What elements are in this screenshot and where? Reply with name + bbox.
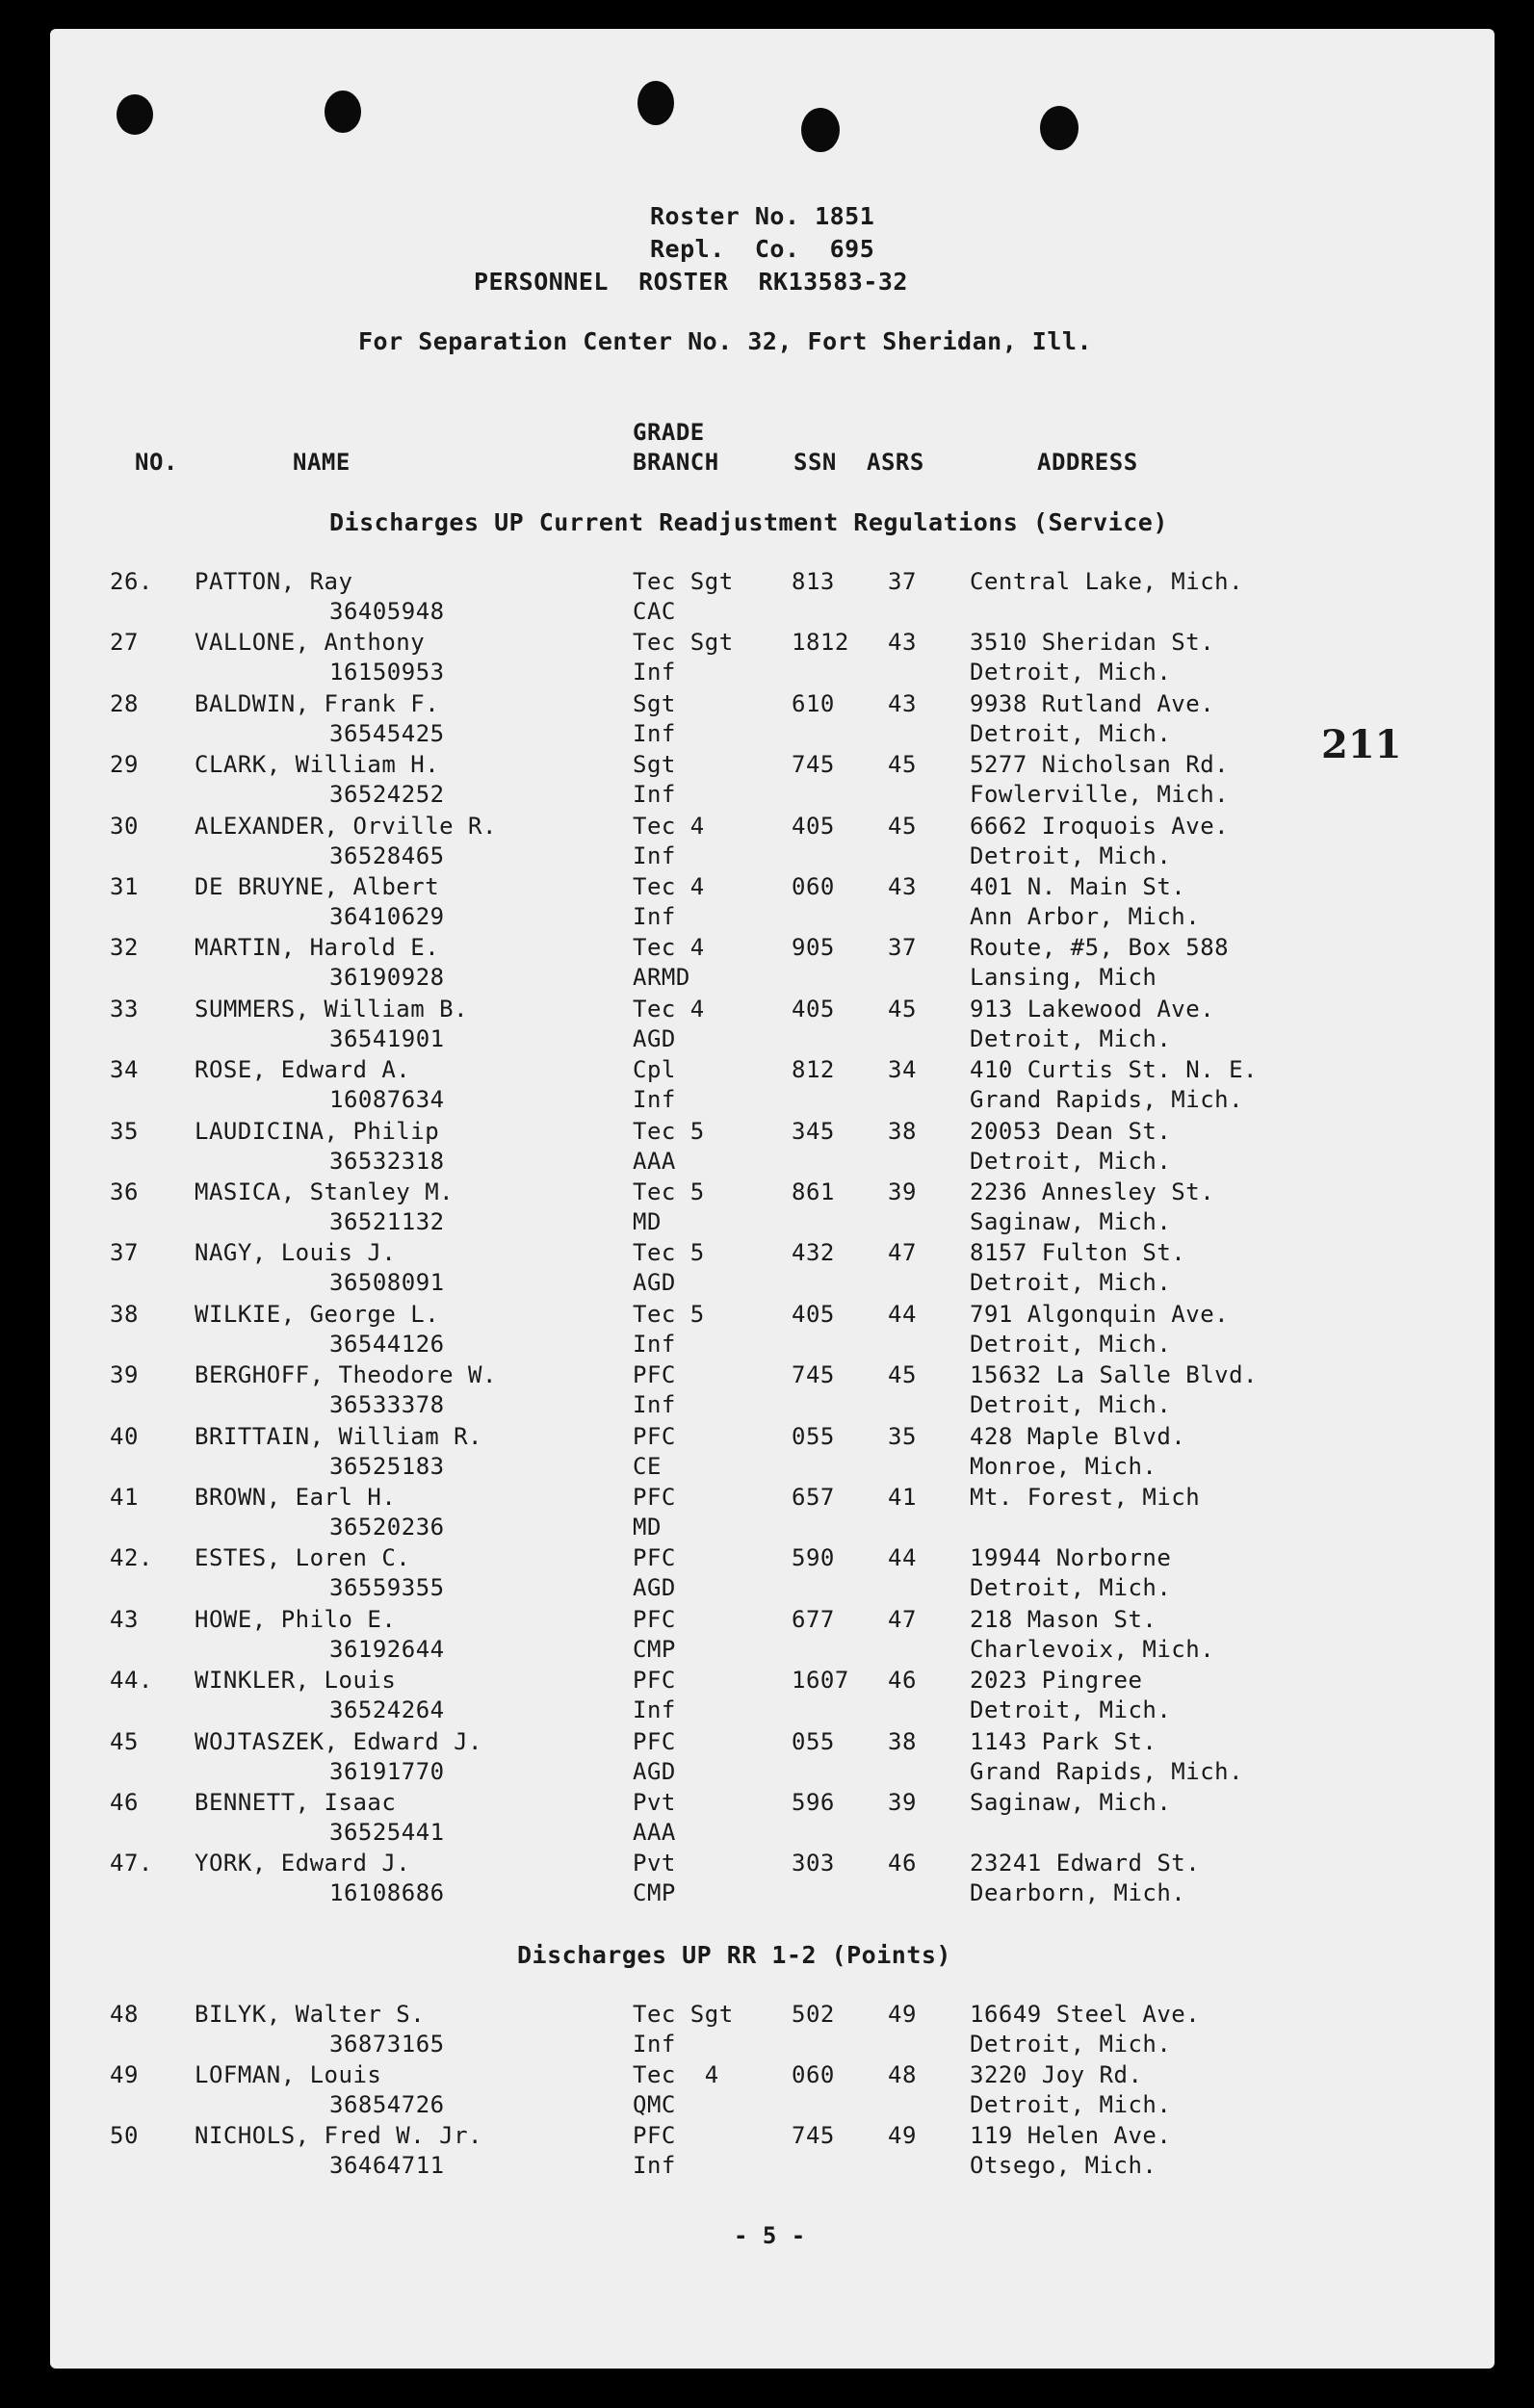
ssn: 745: [792, 751, 835, 779]
row-number: 34: [110, 1056, 139, 1084]
row-number: 31: [110, 873, 139, 900]
branch: Inf: [633, 781, 676, 809]
asrs: 34: [888, 1056, 917, 1084]
address-line: 3220 Joy Rd.: [970, 2061, 1143, 2088]
asrs: 38: [888, 1727, 917, 1755]
row-number: 37: [110, 1239, 139, 1267]
address-line: Detroit, Mich.: [970, 719, 1172, 747]
grade: Tec 5: [633, 1300, 705, 1328]
table-row: [50, 934, 1495, 994]
ssn: 405: [792, 995, 835, 1023]
asrs: 35: [888, 1422, 917, 1450]
column-header-asrs: ASRS: [867, 449, 924, 476]
punch-hole: [637, 81, 674, 125]
address-line: Detroit, Mich.: [970, 2031, 1172, 2058]
grade: Tec Sgt: [633, 2001, 734, 2028]
asrs: 49: [888, 2001, 917, 2028]
table-row: [50, 690, 1495, 750]
table-row: [50, 1484, 1495, 1543]
address-line: Central Lake, Mich.: [970, 568, 1244, 595]
branch: AAA: [633, 1147, 676, 1175]
grade: PFC: [633, 1605, 676, 1633]
table-row: [50, 1301, 1495, 1360]
soldier-name: BILYK, Walter S.: [195, 2001, 426, 2028]
asrs: 49: [888, 2122, 917, 2149]
soldier-name: LAUDICINA, Philip: [195, 1117, 440, 1145]
table-row: [50, 1789, 1495, 1849]
asrs: 48: [888, 2061, 917, 2088]
soldier-name: SUMMERS, William B.: [195, 995, 469, 1023]
address-line: 791 Algonquin Ave.: [970, 1300, 1230, 1328]
ssn: 060: [792, 873, 835, 900]
serial-number: 36190928: [329, 964, 445, 992]
asrs: 44: [888, 1544, 917, 1572]
serial-number: 36545425: [329, 719, 445, 747]
address-line: Detroit, Mich.: [970, 1330, 1172, 1358]
asrs: 43: [888, 689, 917, 717]
table-row: [50, 1850, 1495, 1909]
ssn: 502: [792, 2001, 835, 2028]
address-line: 20053 Dean St.: [970, 1117, 1172, 1145]
ssn: 432: [792, 1239, 835, 1267]
address-line: Dearborn, Mich.: [970, 1879, 1186, 1907]
serial-number: 36525441: [329, 1819, 445, 1846]
soldier-name: ESTES, Loren C.: [195, 1544, 411, 1572]
grade: Tec 4: [633, 995, 705, 1023]
branch: CE: [633, 1452, 662, 1480]
ssn: 861: [792, 1178, 835, 1205]
soldier-name: WOJTASZEK, Edward J.: [195, 1727, 482, 1755]
grade: Pvt: [633, 1850, 676, 1877]
soldier-name: BRITTAIN, William R.: [195, 1422, 482, 1450]
table-row: [50, 996, 1495, 1055]
asrs: 45: [888, 812, 917, 840]
table-row: [50, 1056, 1495, 1116]
serial-number: 36524264: [329, 1696, 445, 1724]
soldier-name: YORK, Edward J.: [195, 1850, 411, 1877]
table-row: [50, 2122, 1495, 2182]
asrs: 39: [888, 1789, 917, 1816]
table-row: [50, 813, 1495, 872]
page-number: - 5 -: [734, 2222, 806, 2249]
grade: Tec Sgt: [633, 629, 734, 657]
branch: AGD: [633, 1574, 676, 1602]
branch: Inf: [633, 1086, 676, 1114]
table-row: [50, 568, 1495, 628]
ssn: 610: [792, 689, 835, 717]
row-number: 50: [110, 2122, 139, 2149]
soldier-name: MASICA, Stanley M.: [195, 1178, 455, 1205]
punch-hole: [325, 91, 361, 133]
address-line: Detroit, Mich.: [970, 1696, 1172, 1724]
table-row: [50, 1728, 1495, 1788]
serial-number: 36532318: [329, 1147, 445, 1175]
section-title-points: Discharges UP RR 1-2 (Points): [517, 1941, 951, 1969]
grade: Tec Sgt: [633, 568, 734, 595]
address-line: Route, #5, Box 588: [970, 934, 1230, 962]
branch: CMP: [633, 1635, 676, 1663]
address-line: Detroit, Mich.: [970, 1574, 1172, 1602]
table-row: [50, 751, 1495, 811]
asrs: 41: [888, 1484, 917, 1511]
table-row: [50, 1544, 1495, 1604]
grade: PFC: [633, 1361, 676, 1389]
grade: Tec 5: [633, 1178, 705, 1205]
row-number: 35: [110, 1117, 139, 1145]
row-number: 44.: [110, 1667, 153, 1695]
ssn: 1607: [792, 1667, 849, 1695]
ssn: 345: [792, 1117, 835, 1145]
address-line: 8157 Fulton St.: [970, 1239, 1186, 1267]
address-line: 1143 Park St.: [970, 1727, 1157, 1755]
address-line: Detroit, Mich.: [970, 2091, 1172, 2118]
address-line: 119 Helen Ave.: [970, 2122, 1172, 2149]
row-number: 45: [110, 1727, 139, 1755]
asrs: 37: [888, 568, 917, 595]
table-row: [50, 1239, 1495, 1299]
document-page: [50, 29, 1495, 2369]
row-number: 41: [110, 1484, 139, 1511]
row-number: 32: [110, 934, 139, 962]
table-row: [50, 629, 1495, 688]
address-line: 15632 La Salle Blvd.: [970, 1361, 1258, 1389]
row-number: 28: [110, 689, 139, 717]
table-row: [50, 2061, 1495, 2121]
column-header-address: ADDRESS: [1037, 449, 1138, 476]
ssn: 590: [792, 1544, 835, 1572]
address-line: 5277 Nicholsan Rd.: [970, 751, 1230, 779]
roster-title: PERSONNEL ROSTER RK13583-32: [474, 268, 908, 296]
row-number: 29: [110, 751, 139, 779]
table-row: [50, 1606, 1495, 1666]
address-line: Grand Rapids, Mich.: [970, 1757, 1244, 1785]
row-number: 33: [110, 995, 139, 1023]
branch: Inf: [633, 2031, 676, 2058]
grade: PFC: [633, 1544, 676, 1572]
address-line: 19944 Norborne: [970, 1544, 1172, 1572]
ssn: 303: [792, 1850, 835, 1877]
address-line: Mt. Forest, Mich: [970, 1484, 1201, 1511]
column-header-grade: GRADE: [633, 419, 705, 446]
grade: PFC: [633, 1727, 676, 1755]
ssn: 055: [792, 1422, 835, 1450]
address-line: Detroit, Mich.: [970, 1269, 1172, 1297]
branch: AGD: [633, 1269, 676, 1297]
branch: QMC: [633, 2091, 676, 2118]
serial-number: 36191770: [329, 1757, 445, 1785]
row-number: 27: [110, 629, 139, 657]
branch: AGD: [633, 1757, 676, 1785]
serial-number: 36520236: [329, 1514, 445, 1541]
grade: Tec 4: [633, 934, 705, 962]
grade: Sgt: [633, 689, 676, 717]
branch: MD: [633, 1514, 662, 1541]
address-line: Lansing, Mich: [970, 964, 1157, 992]
branch: AGD: [633, 1024, 676, 1052]
row-number: 30: [110, 812, 139, 840]
soldier-name: HOWE, Philo E.: [195, 1605, 397, 1633]
branch: ARMD: [633, 964, 690, 992]
branch: Inf: [633, 1330, 676, 1358]
ssn: 813: [792, 568, 835, 595]
serial-number: 36405948: [329, 598, 445, 625]
soldier-name: NAGY, Louis J.: [195, 1239, 397, 1267]
ssn: 055: [792, 1727, 835, 1755]
serial-number: 36524252: [329, 781, 445, 809]
address-line: Detroit, Mich.: [970, 1147, 1172, 1175]
asrs: 45: [888, 751, 917, 779]
asrs: 43: [888, 873, 917, 900]
serial-number: 36559355: [329, 1574, 445, 1602]
serial-number: 36541901: [329, 1024, 445, 1052]
ssn: 657: [792, 1484, 835, 1511]
address-line: Saginaw, Mich.: [970, 1789, 1172, 1816]
grade: Sgt: [633, 751, 676, 779]
address-line: 3510 Sheridan St.: [970, 629, 1215, 657]
soldier-name: WILKIE, George L.: [195, 1300, 440, 1328]
soldier-name: DE BRUYNE, Albert: [195, 873, 440, 900]
grade: Tec 5: [633, 1117, 705, 1145]
grade: Tec 4: [633, 2061, 719, 2088]
row-number: 46: [110, 1789, 139, 1816]
address-line: 2023 Pingree: [970, 1667, 1143, 1695]
serial-number: 36528465: [329, 842, 445, 869]
punch-hole: [117, 94, 153, 135]
soldier-name: MARTIN, Harold E.: [195, 934, 440, 962]
page-stamp: 211: [1321, 722, 1402, 767]
asrs: 44: [888, 1300, 917, 1328]
table-row: [50, 1178, 1495, 1238]
address-line: 9938 Rutland Ave.: [970, 689, 1215, 717]
asrs: 38: [888, 1117, 917, 1145]
row-number: 26.: [110, 568, 153, 595]
branch: Inf: [633, 1391, 676, 1419]
branch: Inf: [633, 1696, 676, 1724]
grade: PFC: [633, 1484, 676, 1511]
address-line: 16649 Steel Ave.: [970, 2001, 1201, 2028]
address-line: 2236 Annesley St.: [970, 1178, 1215, 1205]
address-line: 410 Curtis St. N. E.: [970, 1056, 1258, 1084]
address-line: Detroit, Mich.: [970, 842, 1172, 869]
branch: Inf: [633, 2152, 676, 2179]
row-number: 42.: [110, 1544, 153, 1572]
serial-number: 16150953: [329, 659, 445, 686]
asrs: 45: [888, 995, 917, 1023]
address-line: Detroit, Mich.: [970, 1391, 1172, 1419]
branch: AAA: [633, 1819, 676, 1846]
address-line: Charlevoix, Mich.: [970, 1635, 1215, 1663]
grade: PFC: [633, 2122, 676, 2149]
serial-number: 36521132: [329, 1208, 445, 1235]
soldier-name: BENNETT, Isaac: [195, 1789, 397, 1816]
table-row: [50, 1361, 1495, 1421]
table-row: [50, 1423, 1495, 1483]
asrs: 39: [888, 1178, 917, 1205]
address-line: 218 Mason St.: [970, 1605, 1157, 1633]
soldier-name: BROWN, Earl H.: [195, 1484, 397, 1511]
soldier-name: CLARK, William H.: [195, 751, 440, 779]
column-header-name: NAME: [293, 449, 351, 476]
address-line: Otsego, Mich.: [970, 2152, 1157, 2179]
address-line: 401 N. Main St.: [970, 873, 1186, 900]
asrs: 46: [888, 1850, 917, 1877]
column-header-ssn: SSN: [793, 449, 837, 476]
soldier-name: LOFMAN, Louis: [195, 2061, 382, 2088]
serial-number: 36544126: [329, 1330, 445, 1358]
ssn: 745: [792, 1361, 835, 1389]
asrs: 46: [888, 1667, 917, 1695]
ssn: 905: [792, 934, 835, 962]
row-number: 48: [110, 2001, 139, 2028]
branch: Inf: [633, 719, 676, 747]
grade: Cpl: [633, 1056, 676, 1084]
serial-number: 36410629: [329, 903, 445, 930]
serial-number: 16108686: [329, 1879, 445, 1907]
soldier-name: NICHOLS, Fred W. Jr.: [195, 2122, 482, 2149]
section-title-service: Discharges UP Current Readjustment Regulations (Service): [329, 508, 1168, 536]
row-number: 47.: [110, 1850, 153, 1877]
address-line: Detroit, Mich.: [970, 1024, 1172, 1052]
ssn: 060: [792, 2061, 835, 2088]
asrs: 47: [888, 1605, 917, 1633]
address-line: 23241 Edward St.: [970, 1850, 1201, 1877]
ssn: 405: [792, 812, 835, 840]
address-line: 913 Lakewood Ave.: [970, 995, 1215, 1023]
soldier-name: BALDWIN, Frank F.: [195, 689, 440, 717]
serial-number: 36192644: [329, 1635, 445, 1663]
address-line: Detroit, Mich.: [970, 659, 1172, 686]
serial-number: 36854726: [329, 2091, 445, 2118]
soldier-name: PATTON, Ray: [195, 568, 353, 595]
branch: Inf: [633, 659, 676, 686]
branch: Inf: [633, 842, 676, 869]
serial-number: 36873165: [329, 2031, 445, 2058]
address-line: 428 Maple Blvd.: [970, 1422, 1186, 1450]
column-header-branch: BRANCH: [633, 449, 719, 476]
ssn: 812: [792, 1056, 835, 1084]
row-number: 36: [110, 1178, 139, 1205]
address-line: Monroe, Mich.: [970, 1452, 1157, 1480]
soldier-name: ROSE, Edward A.: [195, 1056, 411, 1084]
table-row: [50, 1118, 1495, 1178]
grade: Tec 5: [633, 1239, 705, 1267]
branch: MD: [633, 1208, 662, 1235]
table-row: [50, 1667, 1495, 1726]
row-number: 49: [110, 2061, 139, 2088]
grade: PFC: [633, 1667, 676, 1695]
soldier-name: ALEXANDER, Orville R.: [195, 812, 497, 840]
address-line: Fowlerville, Mich.: [970, 781, 1230, 809]
serial-number: 36508091: [329, 1269, 445, 1297]
replacement-company: Repl. Co. 695: [650, 235, 875, 263]
ssn: 677: [792, 1605, 835, 1633]
asrs: 43: [888, 629, 917, 657]
roster-number: Roster No. 1851: [650, 202, 875, 230]
asrs: 37: [888, 934, 917, 962]
grade: Pvt: [633, 1789, 676, 1816]
address-line: 6662 Iroquois Ave.: [970, 812, 1230, 840]
serial-number: 36533378: [329, 1391, 445, 1419]
grade: Tec 4: [633, 873, 705, 900]
table-row: [50, 2001, 1495, 2060]
column-header-no: NO.: [135, 449, 178, 476]
grade: PFC: [633, 1422, 676, 1450]
ssn: 596: [792, 1789, 835, 1816]
soldier-name: BERGHOFF, Theodore W.: [195, 1361, 497, 1389]
ssn: 1812: [792, 629, 849, 657]
ssn: 745: [792, 2122, 835, 2149]
serial-number: 16087634: [329, 1086, 445, 1114]
table-row: [50, 873, 1495, 933]
row-number: 43: [110, 1605, 139, 1633]
branch: CAC: [633, 598, 676, 625]
punch-hole: [1040, 106, 1079, 150]
row-number: 38: [110, 1300, 139, 1328]
row-number: 40: [110, 1422, 139, 1450]
branch: CMP: [633, 1879, 676, 1907]
soldier-name: VALLONE, Anthony: [195, 629, 426, 657]
row-number: 39: [110, 1361, 139, 1389]
branch: Inf: [633, 903, 676, 930]
asrs: 45: [888, 1361, 917, 1389]
asrs: 47: [888, 1239, 917, 1267]
ssn: 405: [792, 1300, 835, 1328]
address-line: Grand Rapids, Mich.: [970, 1086, 1244, 1114]
punch-hole: [801, 108, 840, 152]
serial-number: 36525183: [329, 1452, 445, 1480]
soldier-name: WINKLER, Louis: [195, 1667, 397, 1695]
grade: Tec 4: [633, 812, 705, 840]
address-line: Ann Arbor, Mich.: [970, 903, 1201, 930]
roster-subtitle: For Separation Center No. 32, Fort Sheridan, Ill.: [358, 327, 1093, 355]
serial-number: 36464711: [329, 2152, 445, 2179]
address-line: Saginaw, Mich.: [970, 1208, 1172, 1235]
